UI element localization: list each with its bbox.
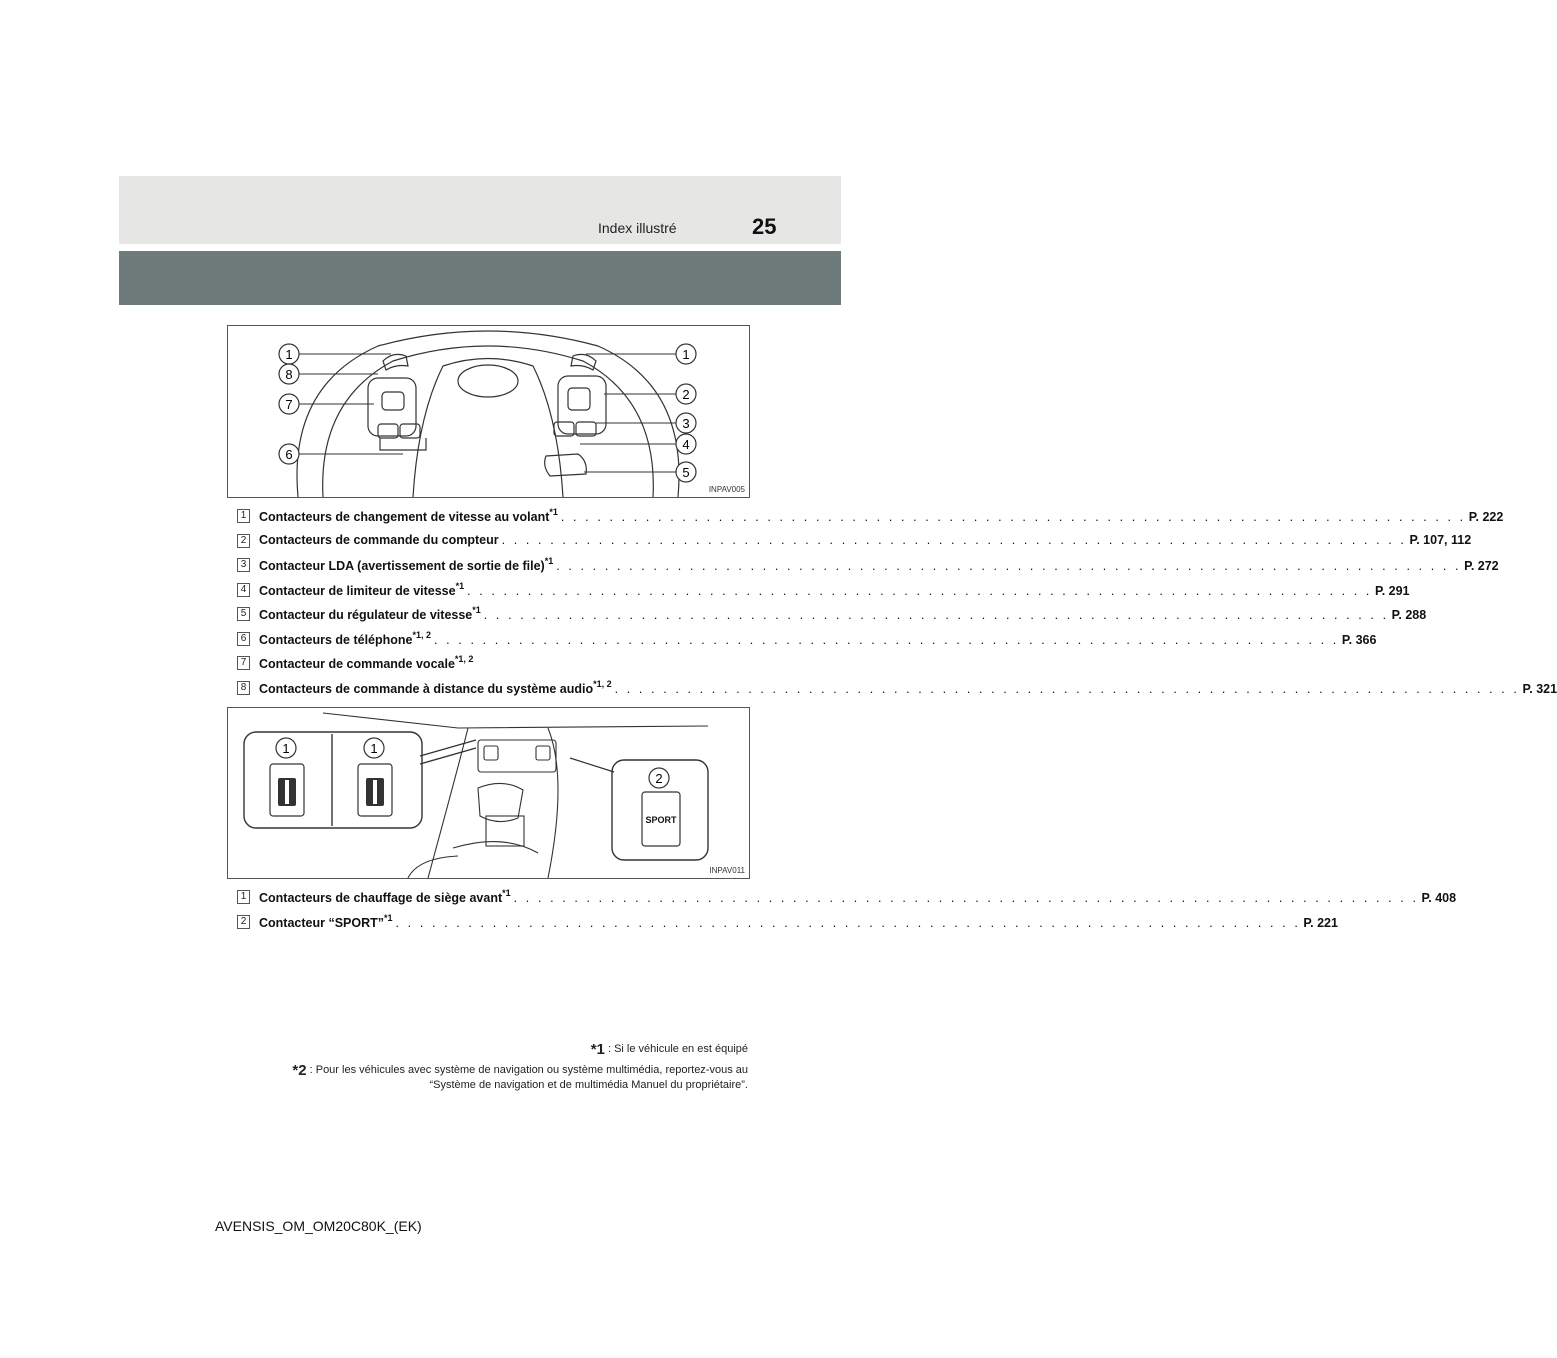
item-footnote-mark: *1, 2 <box>593 678 612 689</box>
item-label: Contacteurs de commande à distance du système audio <box>259 681 594 696</box>
footnote-2-mark: *2 <box>292 1062 307 1079</box>
item-footnote-mark: *1, 2 <box>412 629 432 640</box>
document-code: AVENSIS_OM_OM20C80K_(EK) <box>215 1218 422 1234</box>
item-number: 5 <box>237 607 250 621</box>
item-label: Contacteurs de changement de vitesse au volant <box>259 510 550 525</box>
item-page-ref: P. 272 <box>1464 559 1499 574</box>
callout-number: 1 <box>285 347 293 362</box>
item-label: Contacteurs de téléphone <box>259 632 413 647</box>
figure-center-console <box>227 707 750 879</box>
footnote-2-line-2-row <box>188 1078 748 1092</box>
item-footnote-mark: *1 <box>472 605 481 615</box>
figure-code: INPAV005 <box>708 485 745 494</box>
list-item: 8 Contacteurs de commande à distance du système audio$^{*1, 2}$ . . . . . . . . . . . . . . . . . . . . . . . . . . . . . . . . . . . . . . . . . . . . . . . . . . . . . . . . . . . . . . . . . . . . . . . . . . . P. 321 <box>237 680 723 705</box>
item-page-ref: P. 366 <box>1341 632 1377 647</box>
item-label: Contacteurs de chauffage de siège avant <box>259 891 503 906</box>
list-item: 6 Contacteurs de téléphone$^{*1, 2}$ . . . . . . . . . . . . . . . . . . . . . . . . . . . . . . . . . . . . . . . . . . . . . . . . . . . . . . . . . . . . . . . . . . . . . . . . . . . P. 366 <box>237 631 723 656</box>
list-item: 3 Contacteur LDA (avertissement de sortie de file)$^{*1}$ . . . . . . . . . . . . . . . . . . . . . . . . . . . . . . . . . . . . . . . . . . . . . . . . . . . . . . . . . . . . . . . . . . . . . . . . . . . P. 272 <box>237 557 723 582</box>
item-footnote-mark: *1 <box>544 556 554 566</box>
item-page-ref: P. 221 <box>1303 915 1338 930</box>
list-item: 2 Contacteur “SPORT”$^{*1}$ . . . . . . . . . . . . . . . . . . . . . . . . . . . . . . . . . . . . . . . . . . . . . . . . . . . . . . . . . . . . . . . . . . . . . . . . . . . P. 221 <box>237 914 723 939</box>
list-item <box>237 655 723 680</box>
callout-number: 8 <box>285 367 293 382</box>
item-page-ref: P. 222 <box>1468 510 1504 525</box>
center-console-illustration <box>228 708 749 878</box>
list-item: 5 Contacteur du régulateur de vitesse$^{*1}$ . . . . . . . . . . . . . . . . . . . . . . . . . . . . . . . . . . . . . . . . . . . . . . . . . . . . . . . . . . . . . . . . . . . . . . . . . . . P. 288 <box>237 606 723 631</box>
item-number: 7 <box>237 656 250 670</box>
footnote-1 <box>188 1042 748 1057</box>
item-page-ref: P. 408 <box>1421 891 1457 906</box>
page-number: 25 <box>752 214 777 239</box>
item-number: 1 <box>237 890 250 904</box>
callout-number: 7 <box>285 397 293 412</box>
item-label: Contacteur du régulateur de vitesse <box>259 608 473 623</box>
figure-steering-wheel <box>227 325 750 498</box>
footnote-2-line-2: “Système de navigation et de multimédia Manuel du propriétaire”. <box>429 1079 748 1091</box>
section-title: Index illustré <box>598 220 677 236</box>
item-number: 1 <box>237 509 250 523</box>
callout-number: 5 <box>682 465 690 480</box>
item-number: 2 <box>237 534 250 548</box>
component-list-1 <box>237 507 1557 704</box>
item-label: Contacteur “SPORT” <box>259 915 385 930</box>
header-band <box>119 251 841 305</box>
footnote-1-mark: *1 <box>590 1041 605 1058</box>
item-page-ref: P. 288 <box>1391 608 1427 623</box>
item-number: 3 <box>237 558 250 572</box>
footnote-2-line-1: : Pour les véhicules avec système de navigation ou système multimédia, reportez-vous au <box>306 1064 748 1076</box>
component-list-2 <box>237 888 1457 938</box>
callout-number: 4 <box>682 437 690 452</box>
callout-number: 6 <box>285 447 293 462</box>
item-label: Contacteur de commande vocale <box>259 657 455 672</box>
item-footnote-mark: *1 <box>549 507 558 517</box>
item-footnote-mark: *1 <box>384 912 393 923</box>
sport-switch-label: SPORT <box>645 815 677 825</box>
list-item: 2 Contacteurs de commande du compteur . . . . . . . . . . . . . . . . . . . . . . . . . . . . . . . . . . . . . . . . . . . . . . . . . . . . . . . . . . . . . . . . . . . . . . . . . . . P. 107, 112 <box>237 533 723 558</box>
callout-number: 2 <box>655 771 663 786</box>
figure-code: INPAV011 <box>709 866 745 875</box>
item-number: 8 <box>237 681 250 695</box>
item-number: 6 <box>237 632 250 646</box>
item-number: 4 <box>237 583 250 597</box>
callout-number: 2 <box>682 387 690 402</box>
callout-number: 1 <box>370 741 378 756</box>
callout-number: 3 <box>682 416 690 431</box>
header-bar <box>119 176 841 244</box>
item-label: Contacteur LDA (avertissement de sortie de file) <box>259 559 545 574</box>
item-page-ref: P. 321 <box>1522 681 1557 696</box>
callout-number: 1 <box>682 347 690 362</box>
item-footnote-mark: *1, 2 <box>454 654 474 664</box>
list-item: 1 Contacteurs de changement de vitesse au volant$^{*1}$ . . . . . . . . . . . . . . . . . . . . . . . . . . . . . . . . . . . . . . . . . . . . . . . . . . . . . . . . . . . . . . . . . . . . . . . . . . . P. 222 <box>237 508 723 533</box>
footnotes <box>188 1042 748 1092</box>
item-page-ref: P. 291 <box>1374 583 1410 598</box>
item-footnote-mark: *1 <box>502 888 511 898</box>
steering-wheel-illustration <box>228 326 749 497</box>
item-number: 2 <box>237 915 250 929</box>
list-item: 1 Contacteurs de chauffage de siège avant$^{*1}$ . . . . . . . . . . . . . . . . . . . . . . . . . . . . . . . . . . . . . . . . . . . . . . . . . . . . . . . . . . . . . . . . . . . . . . . . . . . P. 408 <box>237 889 723 914</box>
item-label: Contacteurs de commande du compteur <box>259 532 499 547</box>
item-label: Contacteur de limiteur de vitesse <box>259 583 456 598</box>
item-footnote-mark: *1 <box>455 580 465 591</box>
item-page-ref: P. 107, 112 <box>1409 532 1472 547</box>
footnote-1-text: : Si le véhicule en est équipé <box>604 1043 748 1055</box>
footnote-2 <box>188 1063 748 1078</box>
list-item: 4 Contacteur de limiteur de vitesse$^{*1}$ . . . . . . . . . . . . . . . . . . . . . . . . . . . . . . . . . . . . . . . . . . . . . . . . . . . . . . . . . . . . . . . . . . . . . . . . . . . P. 291 <box>237 582 723 607</box>
callout-number: 1 <box>282 741 290 756</box>
